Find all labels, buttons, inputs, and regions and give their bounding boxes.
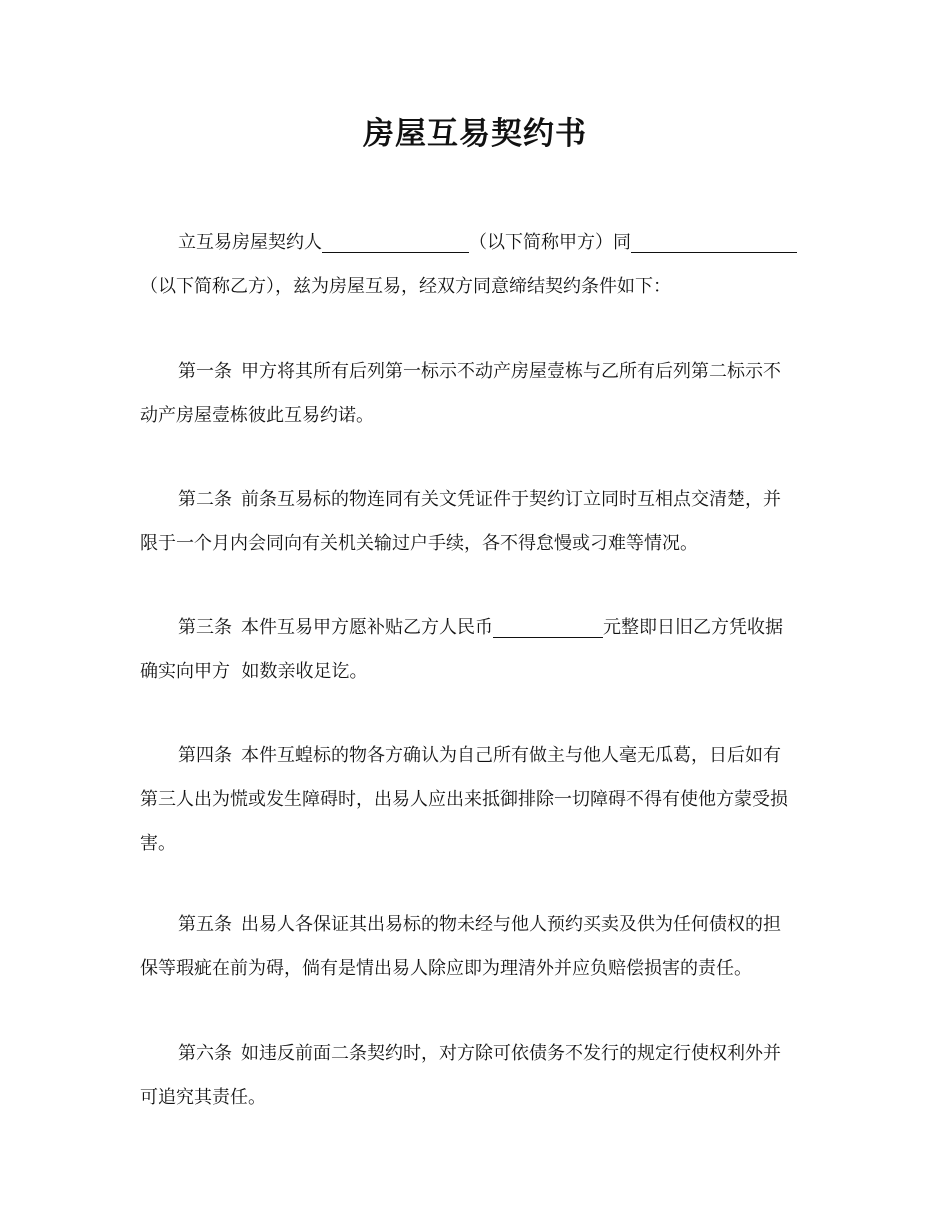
article-6 bbox=[140, 1032, 808, 1120]
article-5-line-1 bbox=[140, 903, 808, 947]
article-3-text-1: 本件互易甲方愿补贴乙方人民币 bbox=[241, 617, 493, 638]
article-5-text-1: 出易人各保证其出易标的物未经与他人预约买卖及供为任何债权的担 bbox=[241, 914, 781, 935]
article-2-line-1 bbox=[140, 478, 808, 522]
article-4-line-3: 害。 bbox=[140, 833, 176, 854]
article-2-line-2: 限于一个月内会同向有关机关输过户手续，各不得怠慢或刁难等情况。 bbox=[140, 533, 698, 554]
article-6-line-2: 可追究其责任。 bbox=[140, 1087, 266, 1108]
article-6-text-1: 如违反前面二条契约时，对方除可依债务不发行的规定行使权利外并 bbox=[241, 1043, 781, 1064]
article-1-line-2: 动产房屋壹栋彼此互易约诺。 bbox=[140, 405, 374, 426]
article-4-line-1 bbox=[140, 734, 808, 778]
article-5-label: 第五条 bbox=[178, 914, 232, 935]
article-4-line-2: 第三人出为慌或发生障碍时，出易人应出来抵御排除一切障碍不得有使他方蒙受损 bbox=[140, 789, 788, 810]
article-3-line-1 bbox=[140, 606, 808, 650]
article-1-line-1 bbox=[140, 350, 808, 394]
article-1-label: 第一条 bbox=[178, 361, 232, 382]
article-4-text-1: 本件互蝗标的物各方确认为自己所有做主与他人毫无瓜葛，日后如有 bbox=[241, 745, 781, 766]
article-6-line-1 bbox=[140, 1032, 808, 1076]
article-4-label: 第四条 bbox=[178, 745, 232, 766]
article-2-text-1: 前条互易标的物连同有关文凭证件于契约订立同时互相点交清楚，并 bbox=[241, 489, 781, 510]
article-3 bbox=[140, 606, 808, 694]
article-5 bbox=[140, 903, 808, 991]
article-3-line-2: 确实向甲方 如数亲收足讫。 bbox=[140, 661, 368, 682]
article-2-label: 第二条 bbox=[178, 489, 232, 510]
article-1 bbox=[140, 350, 808, 438]
document-title: 房屋互易契约书 bbox=[363, 116, 587, 152]
article-3-label: 第三条 bbox=[178, 617, 232, 638]
preamble-text-1: 立互易房屋契约人 bbox=[178, 232, 322, 253]
article-3-text-2: 元整即日旧乙方凭收据 bbox=[603, 617, 783, 638]
party-b-name-blank bbox=[631, 230, 797, 253]
article-4 bbox=[140, 734, 808, 866]
preamble-text-2: （以下简称甲方）同 bbox=[469, 232, 631, 253]
article-2 bbox=[140, 478, 808, 566]
preamble-line-1 bbox=[140, 221, 808, 265]
preamble-line-2: （以下简称乙方），兹为房屋互易，经双方同意缔结契约条件如下： bbox=[140, 276, 671, 297]
article-6-label: 第六条 bbox=[178, 1043, 232, 1064]
preamble-paragraph bbox=[140, 221, 808, 309]
party-a-name-blank bbox=[322, 230, 469, 253]
article-5-line-2: 保等瑕疵在前为碍，倘有是情出易人除应即为理清外并应负赔偿损害的责任。 bbox=[140, 958, 752, 979]
article-1-text-1: 甲方将其所有后列第一标示不动产房屋壹栋与乙所有后列第二标示不 bbox=[241, 361, 781, 382]
subsidy-amount-blank bbox=[493, 615, 603, 638]
